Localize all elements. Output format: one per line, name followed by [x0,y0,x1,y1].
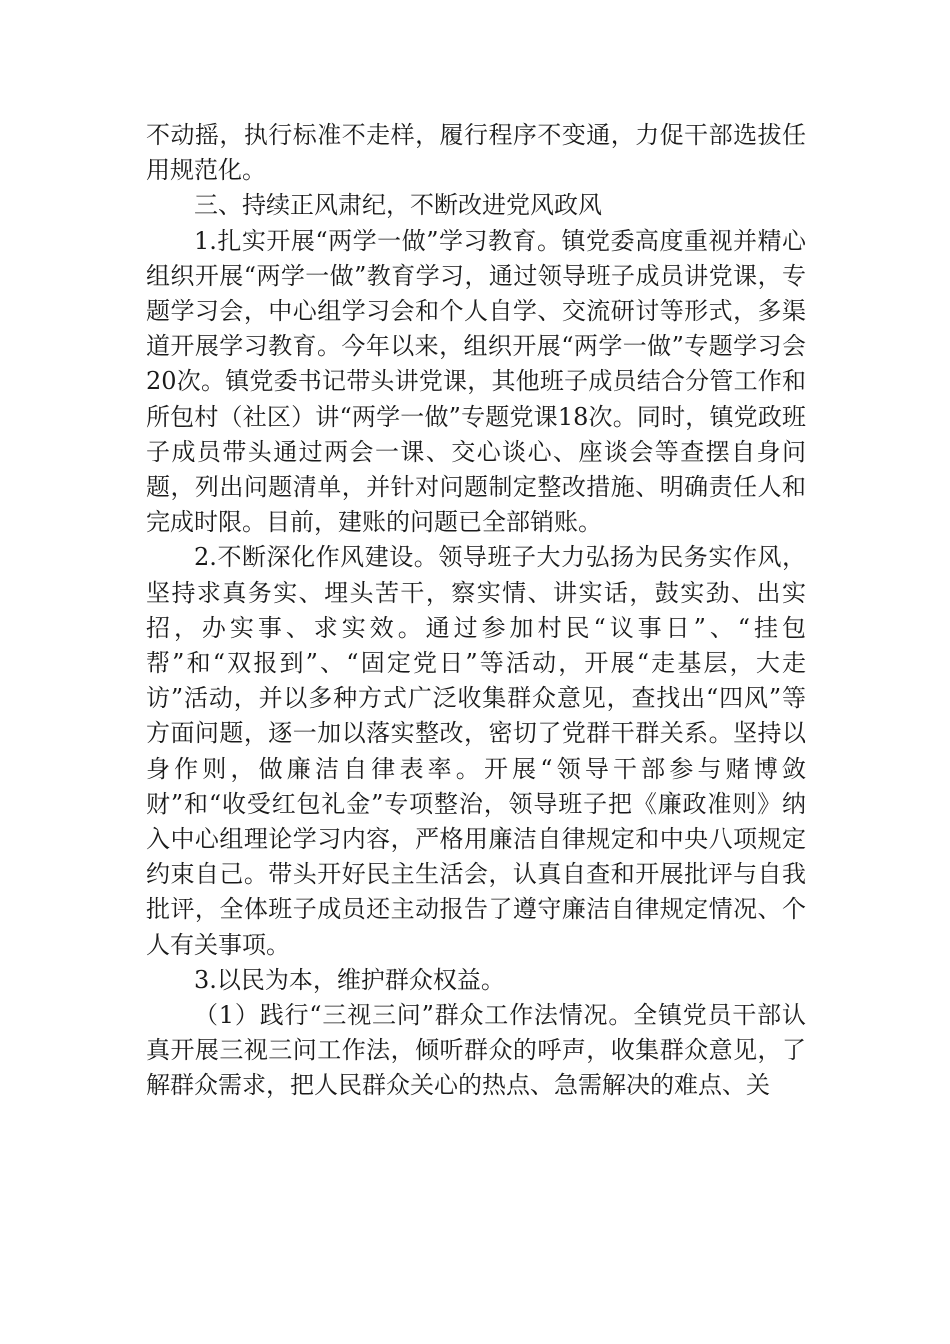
section-heading: 三、持续正风肃纪，不断改进党风政风 [194,191,602,220]
paragraph-work-style: 2.不断深化作风建设。领导班子大力弘扬为民务实作风，坚持求真务实、埋头苦干，察实情、讲实话，鼓实劲、出实招，办实事、求实效。通过参加村民“议事日”、“挂包帮”和“双报到”、“固定党日”等活动，开展“走基层，大走访”活动，并以多种方式广泛收集群众意见，查找出“四风”等方面问题，逐一加以落实整改，密切了党群干群关系。坚持以身作则，做廉洁自律表率。开展“领导干部参与赌博敛财”和“收受红包礼金”专项整治，领导班子把《廉政准则》纳入中心组理论学习内容，严格用廉洁自律规定和中央八项规定约束自己。带头开好民主生活会，认真自查和开展批评与自我批评，全体班子成员还主动报告了遵守廉洁自律规定情况、个人有关事项。 [146,543,806,959]
paragraph-study-education: 1.扎实开展“两学一做”学习教育。镇党委高度重视并精心组织开展“两学一做”教育学习，通过领导班子成员讲党课，专题学习会，中心组学习会和个人自学、交流研讨等形式，多渠道开展学习教育。今年以来，组织开展“两学一做”专题学习会20次。镇党委书记带头讲党课，其他班子成员结合分管工作和所包村（社区）讲“两学一做”专题党课18次。同时，镇党政班子成员带头通过两会一课、交心谈心、座谈会等查摆自身问题，列出问题清单，并针对问题制定整改措施、明确责任人和完成时限。目前，建账的问题已全部销账。 [146,226,806,537]
subsection-heading: 3.以民为本，维护群众权益。 [194,965,505,994]
paragraph-mass-work-method: （1）践行“三视三问”群众工作法情况。全镇党员干部认真开展三视三问工作法，倾听群众的呼声，收集群众意见，了解群众需求，把人民群众关心的热点、急需解决的难点、关 [146,1001,806,1100]
paragraph-continuation: 不动摇，执行标准不走样，履行程序不变通，力促干部选拔任用规范化。 [146,121,806,185]
document-body [146,118,806,1104]
